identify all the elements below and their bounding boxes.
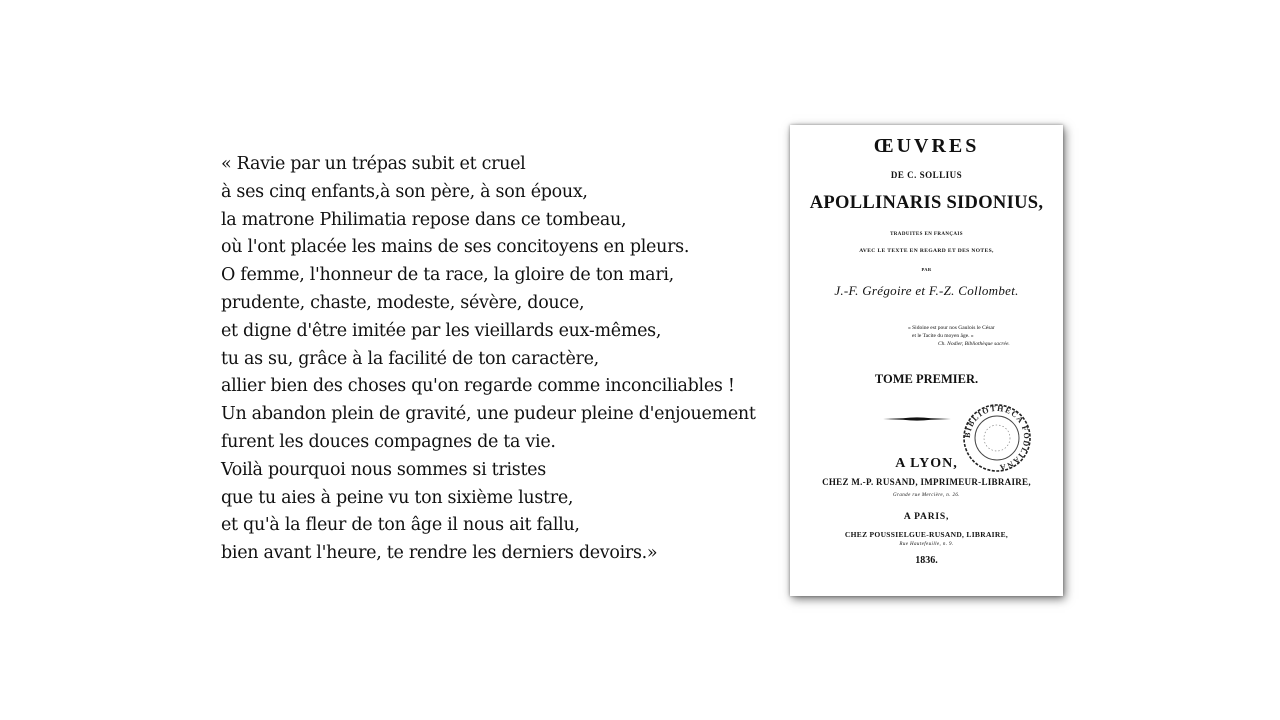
poem-line: la matrone Philimatia repose dans ce tombeau,: [221, 209, 627, 230]
publisher-city-lyon: A LYON,: [895, 456, 958, 471]
poem-line: furent les douces compagnes de ta vie.: [221, 431, 556, 452]
publisher-paris: CHEZ POUSSIELGUE-RUSAND, LIBRAIRE,: [844, 530, 1009, 539]
poem-text: [221, 151, 756, 568]
stamp-text: BIBLIOTHECA FODLIANA: [962, 403, 1032, 473]
poem-line: O femme, l'honneur de ta race, la gloire de ton mari,: [221, 265, 674, 286]
book-title: ŒUVRES: [873, 135, 980, 157]
book-tome: TOME PREMIER.: [874, 372, 979, 386]
poem-line: tu as su, grâce à la facilité de ton caractère,: [221, 348, 599, 369]
book-title-page: [790, 125, 1063, 596]
epigraph-source: Ch. Nodier, Bibliothèque sacrée.: [938, 341, 1010, 347]
poem-line: prudente, chaste, modeste, sévère, douce,: [221, 292, 585, 313]
publisher-lyon-address: Grande rue Mercière, n. 26.: [893, 493, 960, 498]
poem-line: où l'ont placée les mains de ses concitoyens en pleurs.: [221, 237, 690, 258]
publisher-paris-address: Rue Hautefeuille, n. 9.: [899, 542, 954, 547]
poem-line: à ses cinq enfants,à son père, à son époux,: [221, 181, 588, 202]
ornament-rule: [883, 415, 951, 423]
book-by-label: PAR: [921, 267, 932, 272]
poem-line: et digne d'être imitée par les vieillards eux-mêmes,: [221, 320, 662, 341]
publisher-city-paris: A PARIS,: [903, 512, 950, 522]
poem-line: allier bien des choses qu'on regarde comme inconciliables !: [221, 376, 735, 397]
poem-line: que tu aies à peine vu ton sixième lustre,: [221, 487, 574, 508]
book-translated-note: TRADUITES EN FRANÇAIS: [890, 232, 963, 237]
book-text-note: AVEC LE TEXTE EN REGARD ET DES NOTES,: [859, 248, 994, 254]
epigraph-line: « Sidoine est pour nos Gaulois le César: [908, 325, 995, 331]
epigraph-line: et le Tacite du moyen âge. »: [912, 333, 974, 339]
publication-year: 1836.: [915, 555, 938, 566]
book-author: APOLLINARIS SIDONIUS,: [809, 193, 1044, 213]
poem-line: Un abandon plein de gravité, une pudeur pleine d'enjouement: [221, 404, 756, 425]
book-author-prefix: DE C. SOLLIUS: [890, 170, 963, 180]
book-epigraph: [908, 324, 1010, 348]
publisher-lyon: CHEZ M.-P. RUSAND, IMPRIMEUR-LIBRAIRE,: [822, 477, 1031, 487]
poem-line: bien avant l'heure, te rendre les derniers devoirs.»: [221, 543, 658, 564]
book-translators: J.-F. Grégoire et F.-Z. Collombet.: [834, 283, 1019, 298]
poem-line: « Ravie par un trépas subit et cruel: [221, 154, 526, 174]
poem-line: et qu'à la fleur de ton âge il nous ait fallu,: [221, 515, 580, 536]
poem-line: Voilà pourquoi nous sommes si tristes: [221, 459, 546, 480]
